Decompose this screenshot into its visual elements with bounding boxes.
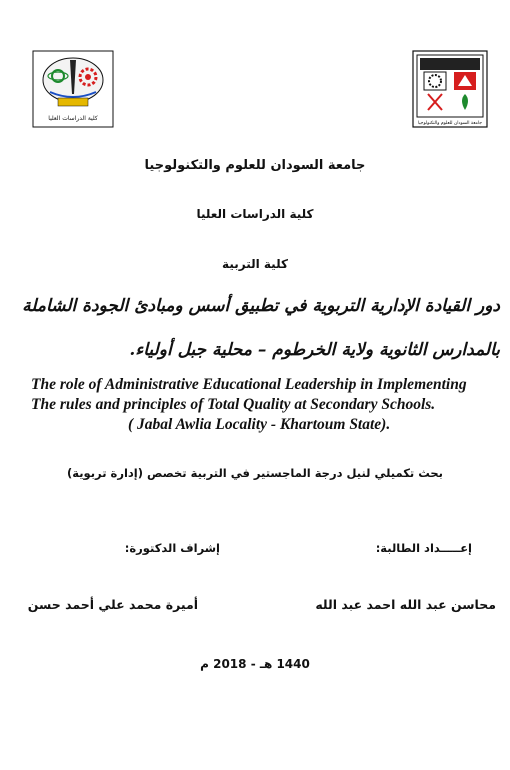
english-title-line3: ( Jabal Awlia Locality - Khartoum State).	[128, 416, 391, 433]
svg-text:كلية الدراسات العليا: كلية الدراسات العليا	[48, 115, 98, 122]
english-title-line2: The rules and principles of Total Quality at Secondary Schools.	[31, 396, 436, 413]
english-title-line1: The role of Administrative Educational Leadership in Implementing	[31, 376, 467, 393]
university-emblem	[412, 50, 488, 128]
college-education: كلية التربية	[222, 257, 288, 271]
student-label: إعـــــداد الطالبة:	[375, 541, 472, 555]
supervisor-label: إشراف الدكتورة:	[124, 541, 220, 555]
university-name: جامعة السودان للعلوم والتكنولوجيا	[144, 158, 366, 173]
arabic-title-line2: بالمدارس الثانوية ولاية الخرطوم – محلية جبل أولياء.	[129, 340, 500, 360]
date: 1440 هـ - 2018 م	[200, 657, 310, 671]
supervisor-name: أميرة محمد علي أحمد حسن	[27, 597, 198, 612]
research-statement: بحث تكميلي لنيل درجة الماجستير في التربية تخصص (إدارة تربوية)	[66, 466, 443, 480]
svg-text:جامعة السودان للعلوم والتكنولو: جامعة السودان للعلوم والتكنولوجيا	[417, 121, 483, 126]
graduate-college-logo	[32, 50, 114, 128]
college-graduate-studies: كلية الدراسات العليا	[196, 207, 314, 221]
arabic-title-line1: دور القيادة الإدارية التربوية في تطبيق أسس ومبادئ الجودة الشاملة	[22, 296, 500, 316]
student-name: محاسن عبد الله احمد عبد الله	[315, 597, 496, 612]
